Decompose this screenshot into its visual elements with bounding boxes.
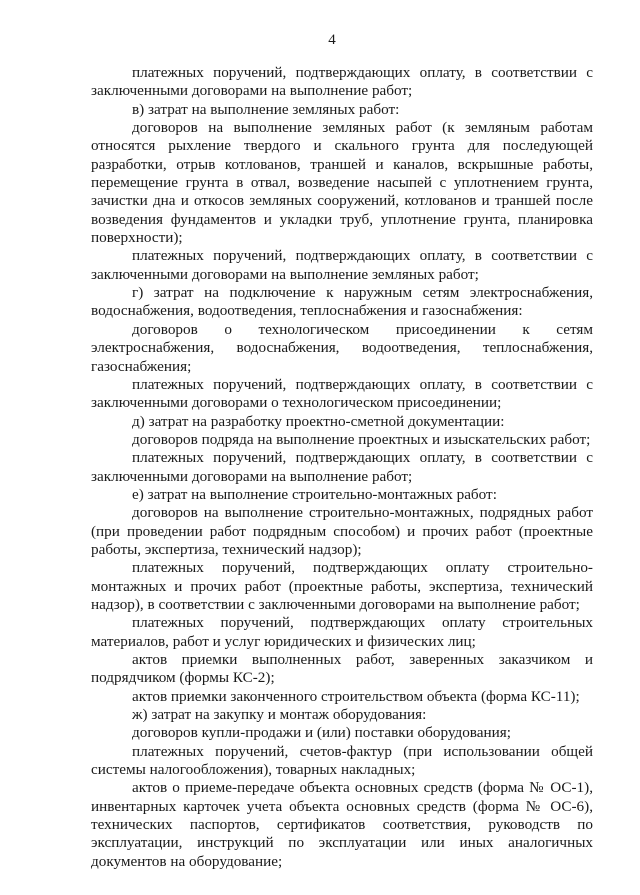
paragraph: актов приемки выполненных работ, заверенных заказчиком и подрядчиком (формы КС-2); (91, 651, 593, 687)
paragraph: договоров о технологическом присоединении к сетям электроснабжения, водоснабжения, водоотведения, теплоснабжения, газоснабжения; (91, 320, 593, 375)
paragraph: платежных поручений, подтверждающих оплату строительных материалов, работ и услуг юридических и физических лиц; (91, 614, 593, 650)
paragraph: е) затрат на выполнение строительно-монтажных работ: (132, 485, 497, 503)
paragraph: платежных поручений, подтверждающих оплату, в соответствии с заключенными договорами на выполнение работ; (91, 449, 593, 485)
paragraph: платежных поручений, подтверждающих оплату, в соответствии с заключенными договорами о технологическом присоединении; (91, 375, 593, 412)
paragraph: актов о приеме-передаче объекта основных средств (форма № ОС-1), инвентарных карточек учета объекта основных средств (форма № ОС-6), технических паспортов, сертификатов соответствия, руководств по эксплуатации, инструкций по эксплуатации или иных аналогичных документов на оборудование; (91, 779, 593, 870)
paragraph: договоров купли-продажи и (или) поставки оборудования; (132, 724, 511, 742)
paragraph: договоров на выполнение строительно-монтажных, подрядных работ (при проведении работ подрядным способом) и прочих работ (проектные работы, экспертиза, технический надзор); (91, 504, 593, 558)
paragraph: договоров на выполнение земляных работ (к земляным работам относятся рыхление твердого и скального грунта для последующей разработки, отрыв котлованов, траншей и каналов, вскрышные работы, перемещение грунта в отвал, возведение насыпей с уплотнением грунта, зачистки дна и откосов земляных сооружений, котлованов и траншей после возведения фундаментов и укладки труб, уплотнение грунта, планировка поверхности); (91, 119, 593, 247)
paragraph: платежных поручений, счетов-фактур (при использовании общей системы налогообложения), товарных накладных; (91, 742, 593, 779)
paragraph: ж) затрат на закупку и монтаж оборудования: (132, 706, 427, 724)
paragraph: г) затрат на подключение к наружным сетям электроснабжения, водоснабжения, водоотведения, теплоснабжения и газоснабжения: (91, 284, 593, 320)
paragraph: платежных поручений, подтверждающих оплату, в соответствии с заключенными договорами на выполнение земляных работ; (91, 247, 593, 283)
paragraph: договоров подряда на выполнение проектных и изыскательских работ; (132, 430, 591, 448)
document-body (91, 64, 593, 871)
paragraph: в) затрат на выполнение земляных работ: (132, 100, 400, 118)
page-number: 4 (328, 32, 336, 48)
paragraph: платежных поручений, подтверждающих оплату строительно-монтажных и прочих работ (проектные работы, экспертиза, технический надзор), в соответствии с заключенными договорами на выполнение работ; (91, 559, 593, 613)
paragraph: актов приемки законченного строительством объекта (форма КС-11); (132, 687, 580, 705)
paragraph: платежных поручений, подтверждающих оплату, в соответствии с заключенными договорами на выполнение работ; (91, 64, 593, 100)
paragraph: д) затрат на разработку проектно-сметной документации: (132, 412, 505, 430)
